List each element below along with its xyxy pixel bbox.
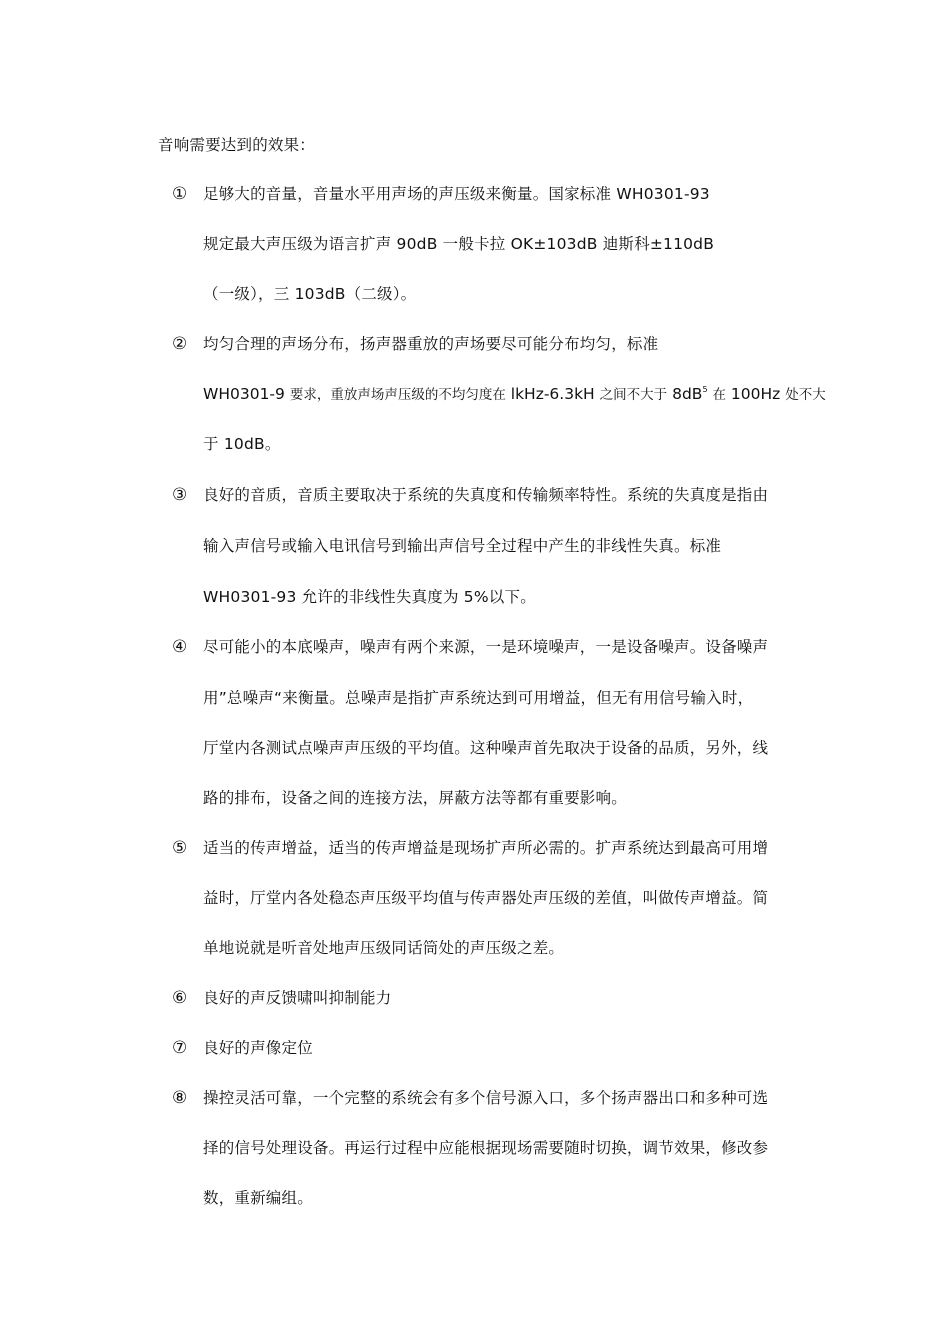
item-4-line-2: 用”总噪声“来衡量。总噪声是指扩声系统达到可用增益，但无有用信号输入时，	[203, 689, 754, 707]
item-4-line-3: 厅堂内各测试点噪声声压级的平均值。这种噪声首先取决于设备的品质，另外，线	[203, 739, 769, 757]
section-heading: 音响需要达到的效果：	[158, 136, 316, 154]
standard-code: WH0301-9	[203, 385, 285, 403]
item-4-line-4: 路的排布，设备之间的连接方法，屏蔽方法等都有重要影响。	[203, 789, 627, 807]
frequency-range: lkHz-6.3kH	[510, 385, 595, 403]
item-3-marker: ③	[172, 485, 188, 505]
item-5-marker: ⑤	[172, 838, 188, 858]
item-5-line-3: 单地说就是听音处地声压级同话筒处的声压级之差。	[203, 939, 565, 957]
item-2-line-1: 均匀合理的声场分布，扬声器重放的声场要尽可能分布均匀，标准	[203, 335, 659, 353]
item-4-marker: ④	[172, 637, 188, 657]
item-1-line-2: 规定最大声压级为语言扩声 90dB 一般卡拉 OK±103dB 迪斯科±110dB	[203, 235, 715, 253]
item-8-line-3: 数，重新编组。	[203, 1189, 313, 1207]
item-5-line-2: 益时，厅堂内各处稳态声压级平均值与传声器处声压级的差值，叫做传声增益。简	[203, 889, 769, 907]
text-fragment: 在	[712, 387, 726, 403]
item-8-marker: ⑧	[172, 1088, 188, 1108]
text-fragment: 要求，重放声场声压级的不均匀度在	[289, 387, 506, 403]
item-2-line-3: 于 10dB。	[203, 435, 281, 453]
item-3-line-1: 良好的音质，音质主要取决于系统的失真度和传输频率特性。系统的失真度是指由	[203, 486, 769, 504]
text-fragment: 之间不大于	[599, 387, 668, 403]
item-1-line-1: 足够大的音量，音量水平用声场的声压级来衡量。国家标准 WH0301-93	[203, 185, 710, 203]
item-7-line-1: 良好的声像定位	[203, 1039, 313, 1057]
item-8-line-2: 择的信号处理设备。再运行过程中应能根据现场需要随时切换，调节效果，修改参	[203, 1139, 769, 1157]
item-3-line-3: WH0301-93 允许的非线性失真度为 5%以下。	[203, 588, 536, 606]
item-1-marker: ①	[172, 184, 188, 204]
item-1-line-3: （一级），三 103dB（二级）。	[203, 285, 417, 303]
superscript: 5	[702, 385, 708, 394]
frequency-value: 100Hz	[730, 385, 781, 403]
item-2-line-2	[203, 383, 826, 406]
item-3-line-2: 输入声信号或输入电讯信号到输出声信号全过程中产生的非线性失真。标准	[203, 537, 722, 555]
text-fragment: 处不大	[785, 387, 826, 403]
item-6-marker: ⑥	[172, 988, 188, 1008]
item-2-marker: ②	[172, 334, 188, 354]
db-value: 8dB	[672, 385, 703, 403]
item-6-line-1: 良好的声反馈啸叫抑制能力	[203, 989, 392, 1007]
item-5-line-1: 适当的传声增益，适当的传声增益是现场扩声所必需的。扩声系统达到最高可用增	[203, 839, 769, 857]
item-4-line-1: 尽可能小的本底噪声，噪声有两个来源，一是环境噪声，一是设备噪声。设备噪声	[203, 638, 769, 656]
item-7-marker: ⑦	[172, 1038, 188, 1058]
item-8-line-1: 操控灵活可靠，一个完整的系统会有多个信号源入口，多个扬声器出口和多种可选	[203, 1089, 769, 1107]
